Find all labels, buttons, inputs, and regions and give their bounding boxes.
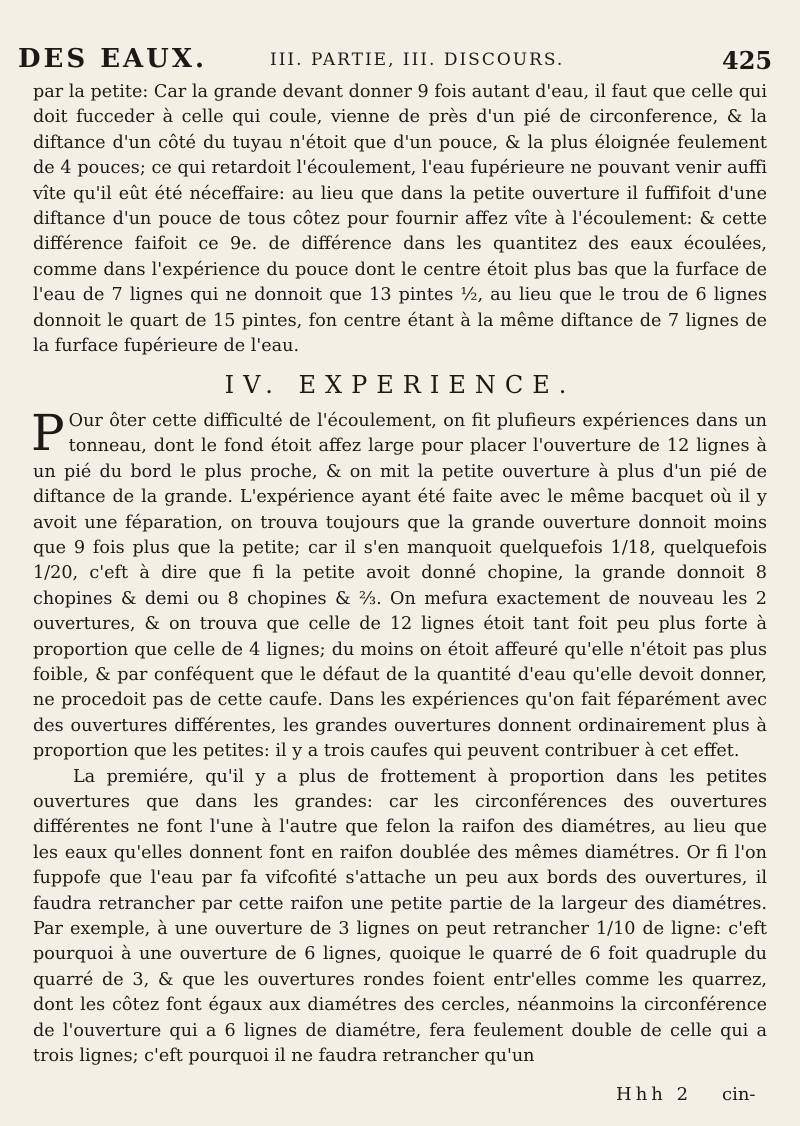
running-title: DES EAUX. [18,44,208,74]
page-number: 425 [722,46,773,75]
section-heading: IV. EXPERIENCE. [224,371,576,400]
paragraph-continuation: par la petite: Car la grande devant donner 9 fois autant d'eau, il faut que celle qui doit fucceder à celle qui coule, vienne de près d'un pié de circonference, & la diftance d'un côté du tuyau n'étoit que d'un pouce, & la plus éloignée feulement de 4 pouces; ce qui retardoit l'écoulement, l'eau fupérieure ne pouvant venir auffi vîte qu'il eût été néceffaire: au lieu que dans la petite ouverture il fuffifoit d'une diftance d'un pouce de tous côtez pour fournir affez vîte à l'écoulement: & cette différence faifoit ce 9e. de différence dans les quantitez des eaux écoulées, comme dans l'expérience du pouce dont le centre étoit plus bas que la furface de l'eau de 7 lignes qui ne donnoit que 13 pintes ½, au lieu que le trou de 6 lignes donnoit le quart de 15 pintes, fon centre étant à la même diftance de 7 lignes de la furface fupérieure de l'eau. [33,82,767,357]
paragraph-first-cause: La premiére, qu'il y a plus de frottement à proportion dans les petites ouvertures que dans les grandes: car les circonférences des ouvertures différentes ne font l'une à l'autre que felon la raifon des diamétres, au lieu que les eaux qu'elles donnent font en raifon doublée des mêmes diamétres. Or fi l'on fuppofe que l'eau par fa vifcofité s'attache un peu aux bords des ouvertures, il faudra retrancher par cette raifon une petite partie de la largeur des diamétres. Par exemple, à une ouverture de 3 lignes on peut retrancher 1/10 de ligne: c'eft pourquoi à une ouverture de 6 lignes, quoique le quarré de 6 foit quadruple du quarré de 3, & que les ouvertures rondes foient entr'elles comme les quarrez, dont les côtez font égaux aux diamétres des cercles, néanmoins la circonférence de l'ouverture qui a 6 lignes de diamétre, fera feulement double de celle qui a trois lignes; c'eft pourquoi il ne faudra retrancher qu'un [33,766,767,1067]
page-footer [0,1084,800,1112]
running-head [0,44,800,74]
body-text [33,80,767,1069]
catchword: cin- [722,1084,756,1105]
paragraph-experience: POur ôter cette difficulté de l'écoulement, on fit plufieurs expériences dans un tonneau, dont le fond étoit affez large pour placer l'ouverture de 12 lignes à un pié du bord le plus proche, & on mit la petite ouverture à plus d'un pié de diftance de la grande. L'expérience ayant été faite avec le même bacquet où il y avoit une féparation, on trouva toujours que la grande ouverture donnoit moins que 9 fois plus que la petite; car il s'en manquoit quelquefois 1/18, quelquefois 1/20, c'eft à dire que fi la petite avoit donné chopine, la grande donnoit 8 chopines & demi ou 8 chopines & ⅔. On mefura exactement de nouveau les 2 ouvertures, & on trouva que celle de 12 lignes étoit tant foit peu plus forte à proportion que celle de 4 lignes; du moins on étoit affeuré qu'elle n'étoit pas plus foible, & par conféquent que le défaut de la quantité d'eau qu'elle devoit donner, ne procedoit pas de cette caufe. Dans les expériences qu'on fait féparément avec des ouvertures différentes, les grandes ouvertures donnent ordinairement plus à proportion que les petites: il y a trois caufes qui peuvent contribuer à cet effet. [31,403,767,762]
part-discourse-label: III. PARTIE, III. DISCOURS. [270,50,565,70]
signature-mark: Hhh 2 [616,1084,693,1105]
